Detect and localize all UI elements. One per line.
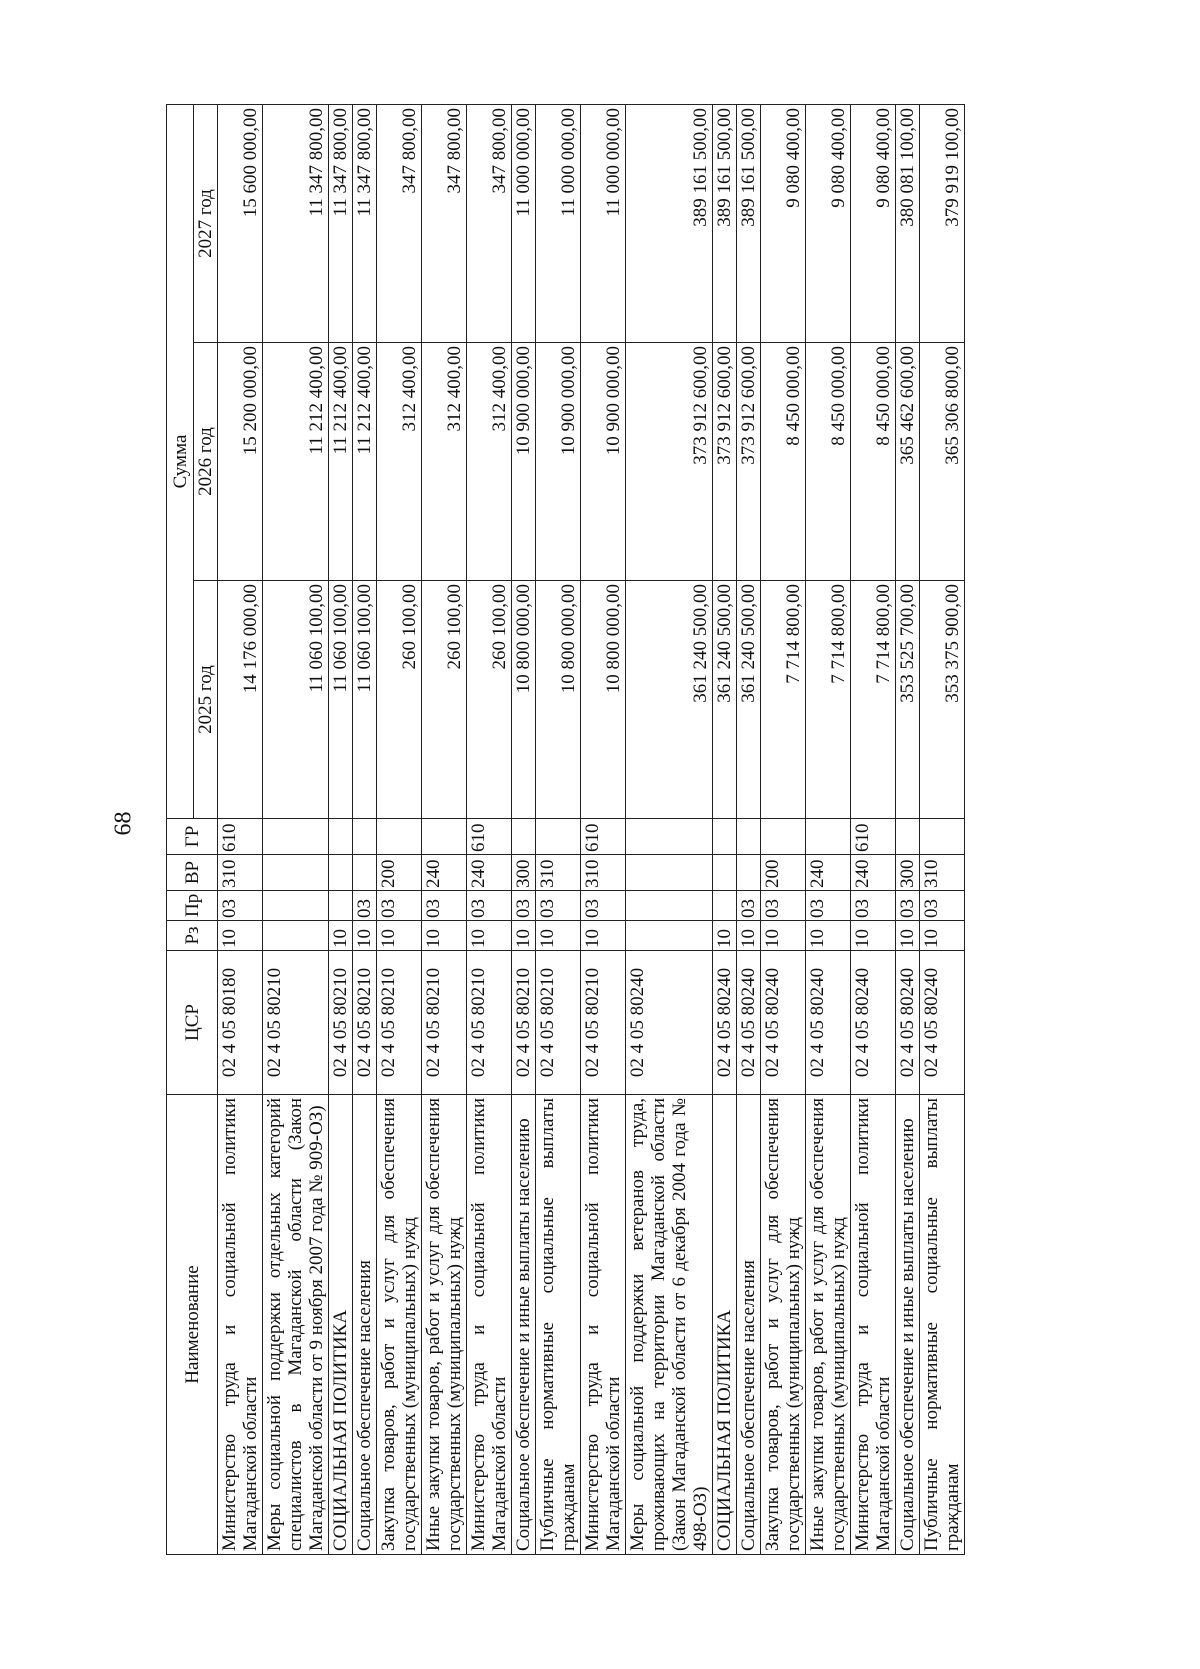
row-name-cell: Министерство труда и социальной политики Магаданской области (467, 1095, 512, 1555)
row-gr-cell (761, 819, 806, 855)
row-pr-cell: 03 (806, 891, 851, 921)
table-row (851, 104, 896, 1554)
row-pr-cell: 03 (422, 891, 467, 921)
row-csr-cell: 02 4 05 80210 (422, 951, 467, 1095)
row-gr-cell: 610 (467, 819, 512, 855)
header-2027: 2027 год (194, 104, 218, 342)
row-name-cell: СОЦИАЛЬНАЯ ПОЛИТИКА (329, 1095, 353, 1555)
row-rz-cell: 10 (329, 921, 353, 951)
row-vr-cell: 240 (851, 855, 896, 891)
row-pr-cell (263, 891, 329, 921)
row-2025-cell: 10 800 000,00 (581, 581, 626, 819)
row-2027-cell: 9 080 400,00 (806, 104, 851, 342)
table-row (713, 104, 737, 1554)
row-vr-cell (329, 855, 353, 891)
table-row (761, 104, 806, 1554)
row-2026-cell: 373 912 600,00 (737, 343, 761, 581)
row-2027-cell: 15 600 000,00 (218, 104, 263, 342)
row-2026-cell: 8 450 000,00 (806, 343, 851, 581)
row-csr-cell: 02 4 05 80210 (377, 951, 422, 1095)
row-2027-cell: 347 800,00 (467, 104, 512, 342)
row-csr-cell: 02 4 05 80210 (536, 951, 581, 1095)
table-row (467, 104, 512, 1554)
row-vr-cell: 300 (512, 855, 536, 891)
row-vr-cell (353, 855, 377, 891)
row-2025-cell: 260 100,00 (422, 581, 467, 819)
table-row (737, 104, 761, 1554)
table-row (896, 104, 920, 1554)
table-row (806, 104, 851, 1554)
row-name-cell: Меры социальной поддержки ветеранов труда, проживающих на территории Магаданской области (Закон Магаданской области от 6 декабря 2004 года № 498-ОЗ) (626, 1095, 713, 1555)
row-2025-cell: 353 375 900,00 (920, 581, 965, 819)
row-gr-cell (737, 819, 761, 855)
table-row (581, 104, 626, 1554)
row-gr-cell (263, 819, 329, 855)
row-2027-cell: 11 000 000,00 (512, 104, 536, 342)
row-2025-cell: 7 714 800,00 (761, 581, 806, 819)
row-2027-cell: 389 161 500,00 (626, 104, 713, 342)
row-vr-cell: 240 (806, 855, 851, 891)
row-2027-cell: 389 161 500,00 (713, 104, 737, 342)
row-2025-cell: 11 060 100,00 (263, 581, 329, 819)
row-gr-cell (896, 819, 920, 855)
row-vr-cell: 200 (761, 855, 806, 891)
row-2026-cell: 10 900 000,00 (581, 343, 626, 581)
table-row (512, 104, 536, 1554)
row-csr-cell: 02 4 05 80240 (713, 951, 737, 1095)
row-pr-cell: 03 (377, 891, 422, 921)
row-name-cell: Социальное обеспечение населения (353, 1095, 377, 1555)
header-csr: ЦСР (167, 951, 218, 1095)
row-csr-cell: 02 4 05 80180 (218, 951, 263, 1095)
row-2026-cell: 11 212 400,00 (353, 343, 377, 581)
row-2025-cell: 10 800 000,00 (512, 581, 536, 819)
row-2027-cell: 9 080 400,00 (851, 104, 896, 342)
row-2026-cell: 365 306 800,00 (920, 343, 965, 581)
row-vr-cell: 240 (422, 855, 467, 891)
row-pr-cell (329, 891, 353, 921)
row-2025-cell: 11 060 100,00 (353, 581, 377, 819)
row-rz-cell: 10 (353, 921, 377, 951)
table-row (377, 104, 422, 1554)
header-sum: Сумма (167, 104, 194, 818)
row-2027-cell: 380 081 100,00 (896, 104, 920, 342)
table-row (536, 104, 581, 1554)
row-csr-cell: 02 4 05 80210 (512, 951, 536, 1095)
row-2026-cell: 11 212 400,00 (329, 343, 353, 581)
row-2025-cell: 10 800 000,00 (536, 581, 581, 819)
row-vr-cell (713, 855, 737, 891)
row-gr-cell (512, 819, 536, 855)
budget-table (166, 104, 965, 1555)
row-rz-cell: 10 (536, 921, 581, 951)
table-row (353, 104, 377, 1554)
row-name-cell: Закупка товаров, работ и услуг для обеспечения государственных (муниципальных) нужд (761, 1095, 806, 1555)
row-2025-cell: 7 714 800,00 (851, 581, 896, 819)
row-vr-cell: 310 (218, 855, 263, 891)
row-name-cell: Иные закупки товаров, работ и услуг для обеспечения государственных (муниципальных) нужд (806, 1095, 851, 1555)
row-name-cell: Министерство труда и социальной политики Магаданской области (851, 1095, 896, 1555)
row-gr-cell (713, 819, 737, 855)
table-row (218, 104, 263, 1554)
row-csr-cell: 02 4 05 80240 (626, 951, 713, 1095)
row-2026-cell: 373 912 600,00 (626, 343, 713, 581)
row-pr-cell: 03 (920, 891, 965, 921)
row-pr-cell: 03 (581, 891, 626, 921)
row-2027-cell: 11 000 000,00 (581, 104, 626, 342)
rotated-page (166, 105, 1036, 1555)
row-rz-cell: 10 (851, 921, 896, 951)
row-2027-cell: 9 080 400,00 (761, 104, 806, 342)
row-2026-cell: 10 900 000,00 (512, 343, 536, 581)
row-name-cell: Закупка товаров, работ и услуг для обеспечения государственных (муниципальных) нужд (377, 1095, 422, 1555)
row-gr-cell (329, 819, 353, 855)
row-vr-cell: 310 (920, 855, 965, 891)
page-number: 68 (110, 811, 137, 836)
row-vr-cell: 240 (467, 855, 512, 891)
row-pr-cell: 03 (218, 891, 263, 921)
row-2025-cell: 361 240 500,00 (737, 581, 761, 819)
row-rz-cell: 10 (512, 921, 536, 951)
row-pr-cell: 03 (512, 891, 536, 921)
table-row (263, 104, 329, 1554)
row-rz-cell: 10 (581, 921, 626, 951)
row-name-cell: Иные закупки товаров, работ и услуг для обеспечения государственных (муниципальных) нужд (422, 1095, 467, 1555)
row-2026-cell: 312 400,00 (422, 343, 467, 581)
row-gr-cell (626, 819, 713, 855)
header-gr: ГР (167, 819, 218, 855)
header-2026: 2026 год (194, 343, 218, 581)
row-2027-cell: 11 347 800,00 (353, 104, 377, 342)
row-name-cell: СОЦИАЛЬНАЯ ПОЛИТИКА (713, 1095, 737, 1555)
row-csr-cell: 02 4 05 80240 (806, 951, 851, 1095)
row-2026-cell: 373 912 600,00 (713, 343, 737, 581)
row-gr-cell: 610 (851, 819, 896, 855)
row-rz-cell: 10 (920, 921, 965, 951)
row-2025-cell: 361 240 500,00 (626, 581, 713, 819)
row-2025-cell: 7 714 800,00 (806, 581, 851, 819)
row-vr-cell: 310 (536, 855, 581, 891)
row-pr-cell: 03 (737, 891, 761, 921)
row-csr-cell: 02 4 05 80210 (329, 951, 353, 1095)
row-vr-cell (263, 855, 329, 891)
row-vr-cell: 300 (896, 855, 920, 891)
row-2026-cell: 11 212 400,00 (263, 343, 329, 581)
row-name-cell: Социальное обеспечение населения (737, 1095, 761, 1555)
row-2027-cell: 11 000 000,00 (536, 104, 581, 342)
row-pr-cell (713, 891, 737, 921)
row-2027-cell: 11 347 800,00 (263, 104, 329, 342)
row-name-cell: Социальное обеспечение и иные выплаты населению (512, 1095, 536, 1555)
row-2027-cell: 347 800,00 (422, 104, 467, 342)
row-pr-cell (626, 891, 713, 921)
row-vr-cell (626, 855, 713, 891)
row-pr-cell: 03 (761, 891, 806, 921)
row-gr-cell: 610 (581, 819, 626, 855)
row-gr-cell (353, 819, 377, 855)
row-2026-cell: 10 900 000,00 (536, 343, 581, 581)
row-pr-cell: 03 (896, 891, 920, 921)
table-row (329, 104, 353, 1554)
row-gr-cell (422, 819, 467, 855)
row-csr-cell: 02 4 05 80210 (467, 951, 512, 1095)
row-2025-cell: 353 525 700,00 (896, 581, 920, 819)
row-rz-cell: 10 (806, 921, 851, 951)
row-pr-cell: 03 (536, 891, 581, 921)
row-gr-cell (377, 819, 422, 855)
table-row (626, 104, 713, 1554)
row-vr-cell: 200 (377, 855, 422, 891)
row-2027-cell: 379 919 100,00 (920, 104, 965, 342)
row-gr-cell (536, 819, 581, 855)
row-rz-cell: 10 (896, 921, 920, 951)
row-csr-cell: 02 4 05 80240 (851, 951, 896, 1095)
row-csr-cell: 02 4 05 80210 (581, 951, 626, 1095)
row-rz-cell (263, 921, 329, 951)
row-2026-cell: 8 450 000,00 (761, 343, 806, 581)
row-2025-cell: 260 100,00 (467, 581, 512, 819)
row-csr-cell: 02 4 05 80240 (920, 951, 965, 1095)
header-name: Наименование (167, 1095, 218, 1555)
table-row (422, 104, 467, 1554)
row-rz-cell: 10 (218, 921, 263, 951)
header-rz: Рз (167, 921, 218, 951)
row-csr-cell: 02 4 05 80210 (263, 951, 329, 1095)
row-name-cell: Социальное обеспечение и иные выплаты населению (896, 1095, 920, 1555)
row-rz-cell: 10 (422, 921, 467, 951)
row-name-cell: Меры социальной поддержки отдельных категорий специалистов в Магаданской области (Закон Магаданской области от 9 ноября 2007 года № 909-ОЗ) (263, 1095, 329, 1555)
row-name-cell: Публичные нормативные социальные выплаты гражданам (536, 1095, 581, 1555)
row-2026-cell: 8 450 000,00 (851, 343, 896, 581)
row-name-cell: Публичные нормативные социальные выплаты гражданам (920, 1095, 965, 1555)
row-rz-cell (626, 921, 713, 951)
header-vr: ВР (167, 855, 218, 891)
row-2027-cell: 347 800,00 (377, 104, 422, 342)
row-pr-cell: 03 (353, 891, 377, 921)
row-gr-cell: 610 (218, 819, 263, 855)
row-name-cell: Министерство труда и социальной политики Магаданской области (218, 1095, 263, 1555)
row-2025-cell: 361 240 500,00 (713, 581, 737, 819)
row-2027-cell: 11 347 800,00 (329, 104, 353, 342)
row-csr-cell: 02 4 05 80240 (737, 951, 761, 1095)
row-csr-cell: 02 4 05 80240 (761, 951, 806, 1095)
row-2026-cell: 312 400,00 (467, 343, 512, 581)
row-csr-cell: 02 4 05 80210 (353, 951, 377, 1095)
row-2025-cell: 11 060 100,00 (329, 581, 353, 819)
row-pr-cell: 03 (851, 891, 896, 921)
row-gr-cell (806, 819, 851, 855)
row-rz-cell: 10 (737, 921, 761, 951)
row-vr-cell (737, 855, 761, 891)
row-2026-cell: 365 462 600,00 (896, 343, 920, 581)
table-row (920, 104, 965, 1554)
table-body (218, 104, 965, 1554)
row-2025-cell: 14 176 000,00 (218, 581, 263, 819)
header-2025: 2025 год (194, 581, 218, 819)
row-2025-cell: 260 100,00 (377, 581, 422, 819)
row-csr-cell: 02 4 05 80240 (896, 951, 920, 1095)
row-2026-cell: 312 400,00 (377, 343, 422, 581)
row-gr-cell (920, 819, 965, 855)
row-vr-cell: 310 (581, 855, 626, 891)
row-2027-cell: 389 161 500,00 (737, 104, 761, 342)
row-2026-cell: 15 200 000,00 (218, 343, 263, 581)
row-rz-cell: 10 (467, 921, 512, 951)
row-pr-cell: 03 (467, 891, 512, 921)
row-rz-cell: 10 (377, 921, 422, 951)
header-pr: Пр (167, 891, 218, 921)
row-rz-cell: 10 (761, 921, 806, 951)
row-name-cell: Министерство труда и социальной политики Магаданской области (581, 1095, 626, 1555)
row-rz-cell: 10 (713, 921, 737, 951)
